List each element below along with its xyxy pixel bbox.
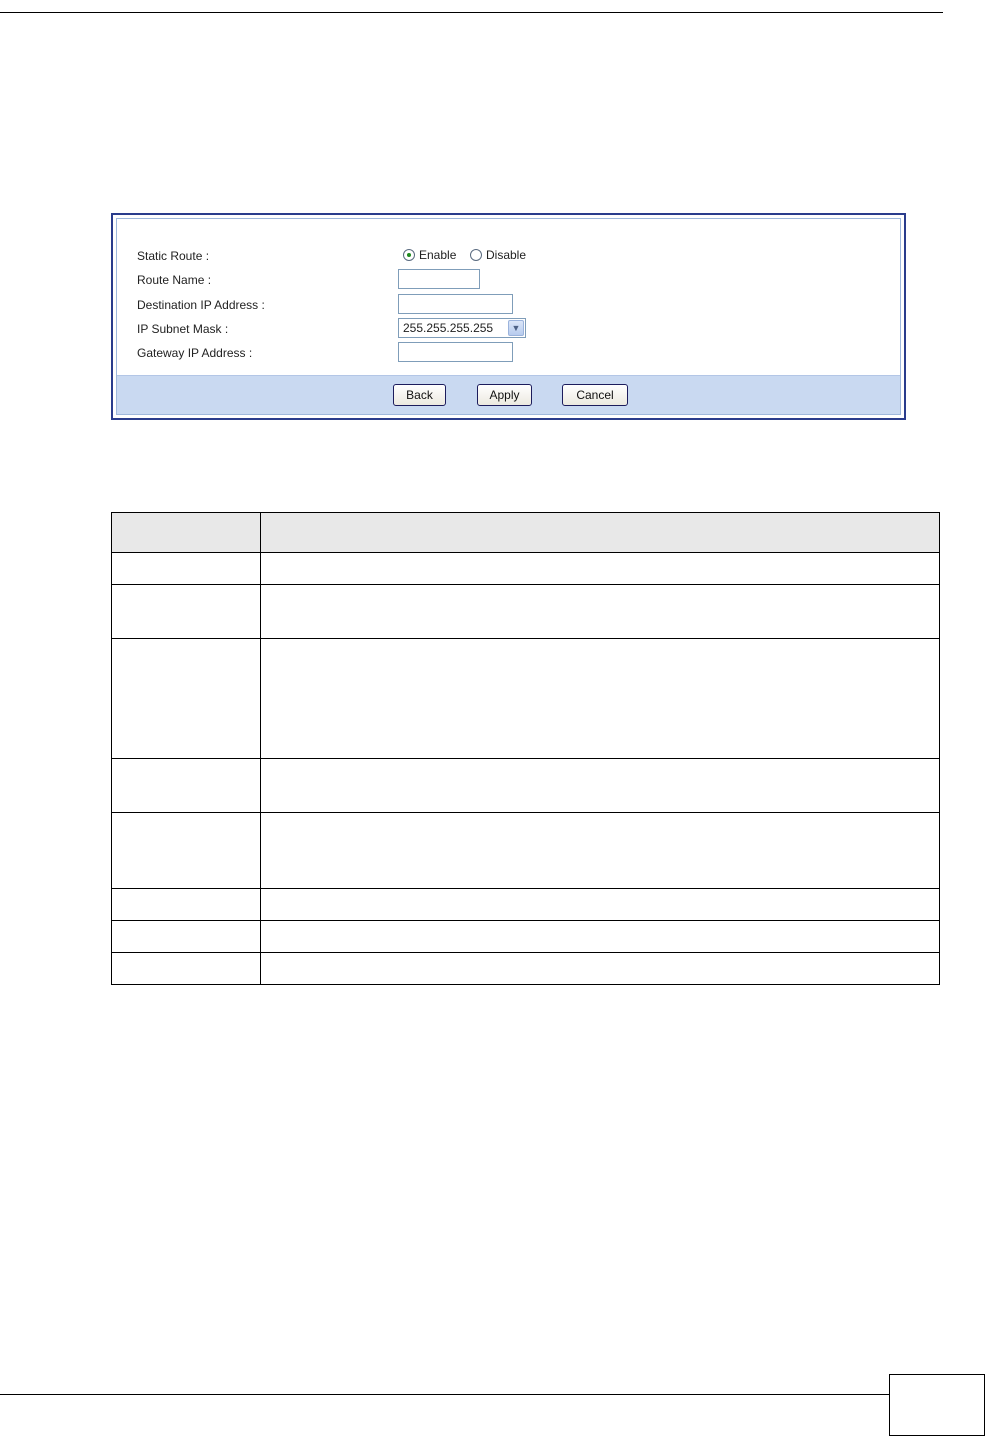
- table-cell: [261, 953, 940, 985]
- table-cell: [261, 813, 940, 889]
- route-name-input[interactable]: [398, 269, 480, 289]
- destination-ip-row: [117, 294, 900, 318]
- table-cell: [112, 585, 261, 639]
- static-route-label: Static Route :: [137, 249, 210, 263]
- table-cell: [261, 759, 940, 813]
- subnet-mask-row: [117, 318, 900, 342]
- disable-label: Disable: [486, 248, 527, 262]
- destination-ip-label: Destination IP Address :: [137, 298, 265, 312]
- enable-radio[interactable]: [403, 249, 415, 261]
- route-name-row: [117, 269, 900, 293]
- table-cell: [112, 553, 261, 585]
- subnet-mask-value: 255.255.255.255: [403, 321, 494, 335]
- panel-inner: [116, 218, 901, 415]
- footer-rule: [0, 1394, 889, 1395]
- table-row: [112, 889, 940, 921]
- field-description-table: [111, 512, 940, 985]
- header-cell: [112, 513, 261, 553]
- subnet-mask-select[interactable]: [398, 318, 526, 338]
- button-bar: [117, 375, 900, 414]
- table-cell: [261, 889, 940, 921]
- static-route-screenshot: [111, 213, 906, 420]
- table-cell: [112, 639, 261, 759]
- apply-button[interactable]: Apply: [477, 384, 532, 406]
- table-row: [112, 953, 940, 985]
- table-cell: [261, 639, 940, 759]
- table-cell: [112, 921, 261, 953]
- route-name-label: Route Name :: [137, 273, 212, 287]
- gateway-ip-row: [117, 342, 900, 366]
- table-row: [112, 921, 940, 953]
- gateway-ip-input[interactable]: [398, 342, 513, 362]
- table-row: [112, 639, 940, 759]
- static-route-row: [117, 245, 900, 269]
- table-cell: [112, 813, 261, 889]
- destination-ip-input[interactable]: [398, 294, 513, 314]
- table-cell: [112, 953, 261, 985]
- table-row: [112, 759, 940, 813]
- table-header-row: [112, 513, 940, 553]
- enable-label: Enable: [419, 248, 457, 262]
- table-cell: [261, 921, 940, 953]
- table-cell: [261, 585, 940, 639]
- table-cell: [112, 759, 261, 813]
- chevron-down-icon[interactable]: ▼: [508, 320, 524, 336]
- table-cell: [112, 889, 261, 921]
- gateway-ip-label: Gateway IP Address :: [137, 346, 253, 360]
- header-cell: [261, 513, 940, 553]
- back-button[interactable]: Back: [393, 384, 446, 406]
- disable-option[interactable]: [470, 248, 526, 262]
- subnet-mask-label: IP Subnet Mask :: [137, 322, 229, 336]
- table-row: [112, 585, 940, 639]
- cancel-button[interactable]: Cancel: [562, 384, 628, 406]
- enable-option[interactable]: [403, 248, 456, 262]
- form-area: [117, 219, 900, 381]
- table-row: [112, 553, 940, 585]
- table-cell: [261, 553, 940, 585]
- page-number-box: [889, 1374, 985, 1436]
- table-row: [112, 813, 940, 889]
- header-rule: [0, 12, 943, 13]
- disable-radio[interactable]: [470, 249, 482, 261]
